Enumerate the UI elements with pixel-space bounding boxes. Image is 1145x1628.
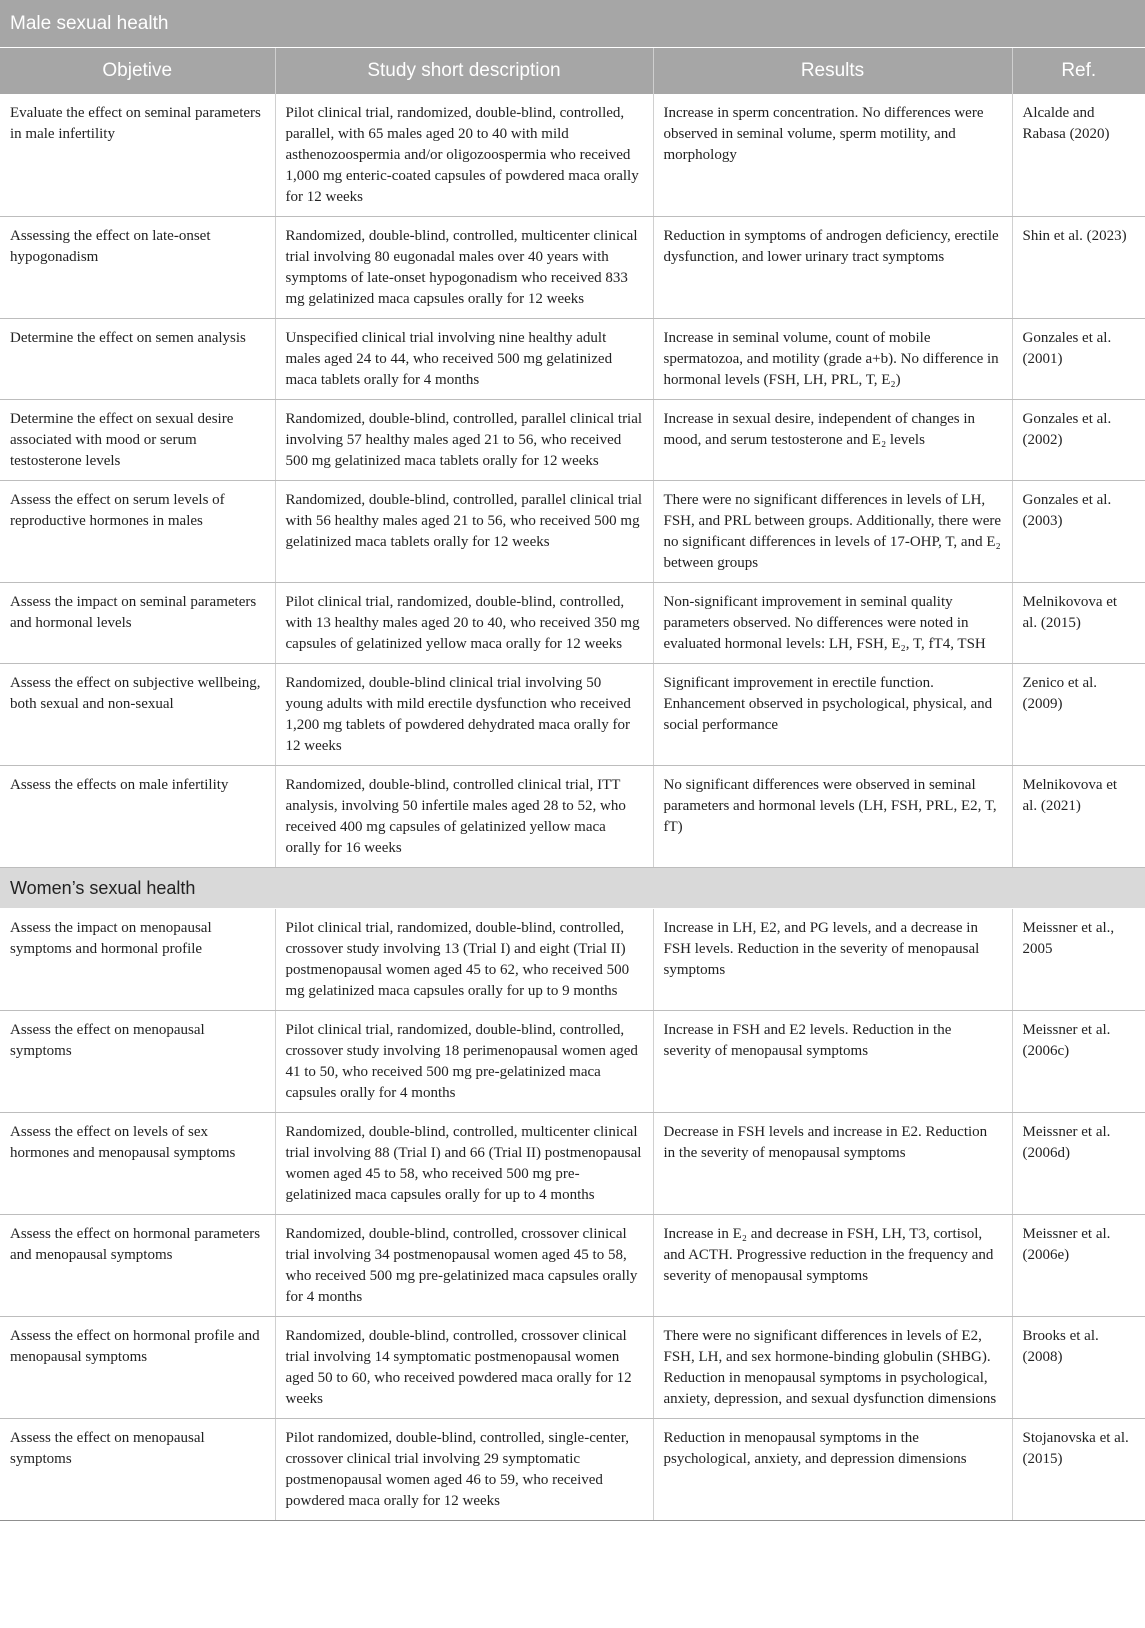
cell-objective: Assess the effect on subjective wellbeing, both sexual and non-sexual <box>0 664 275 766</box>
cell-objective: Assess the effect on levels of sex hormones and menopausal symptoms <box>0 1113 275 1215</box>
section-title-male: Male sexual health <box>0 0 1145 48</box>
cell-objective: Determine the effect on semen analysis <box>0 319 275 400</box>
cell-objective: Assess the effect on hormonal parameters and menopausal symptoms <box>0 1215 275 1317</box>
cell-results: Increase in LH, E2, and PG levels, and a decrease in FSH levels. Reduction in the severity of menopausal symptoms <box>653 909 1012 1011</box>
table-row <box>0 481 1145 583</box>
table-row <box>0 909 1145 1011</box>
column-header-row <box>0 48 1145 95</box>
cell-results: Non-significant improvement in seminal quality parameters observed. No differences were noted in evaluated hormonal levels: LH, FSH, E₂, T, fT4, TSH <box>653 583 1012 664</box>
cell-ref: Meissner et al. (2006c) <box>1012 1011 1145 1113</box>
cell-description: Pilot clinical trial, randomized, double-blind, controlled, crossover study involving 18 perimenopausal women aged 41 to 50, who received 500 mg pre-gelatinized maca capsules orally for 4 months <box>275 1011 653 1113</box>
table-row <box>0 1419 1145 1521</box>
cell-description: Pilot clinical trial, randomized, double-blind, controlled, crossover study involving 13 (Trial I) and eight (Trial II) postmenopausal women aged 45 to 62, who received 500 mg gelatinized maca capsules orally for up to 9 months <box>275 909 653 1011</box>
table-row <box>0 1215 1145 1317</box>
cell-objective: Assess the effect on hormonal profile and menopausal symptoms <box>0 1317 275 1419</box>
cell-description: Unspecified clinical trial involving nine healthy adult males aged 24 to 44, who received 500 mg gelatinized maca tablets orally for 4 months <box>275 319 653 400</box>
column-header-description: Study short description <box>275 48 653 95</box>
cell-ref: Shin et al. (2023) <box>1012 217 1145 319</box>
cell-description: Randomized, double-blind, controlled, multicenter clinical trial involving 80 eugonadal males over 40 years with symptoms of late-onset hypogonadism who received 833 mg gelatinized maca capsules orally for 12 weeks <box>275 217 653 319</box>
cell-ref: Zenico et al. (2009) <box>1012 664 1145 766</box>
table-row <box>0 1011 1145 1113</box>
table-row <box>0 1317 1145 1419</box>
cell-objective: Assess the impact on menopausal symptoms and hormonal profile <box>0 909 275 1011</box>
cell-results: Increase in FSH and E2 levels. Reduction in the severity of menopausal symptoms <box>653 1011 1012 1113</box>
cell-description: Randomized, double-blind, controlled, multicenter clinical trial involving 88 (Trial I) and 66 (Trial II) postmenopausal women aged 45 to 58, who received 500 mg pre-gelatinized maca capsules orally for up to 4 months <box>275 1113 653 1215</box>
cell-ref: Brooks et al. (2008) <box>1012 1317 1145 1419</box>
cell-objective: Assessing the effect on late-onset hypogonadism <box>0 217 275 319</box>
cell-objective: Determine the effect on sexual desire associated with mood or serum testosterone levels <box>0 400 275 481</box>
cell-ref: Stojanovska et al. (2015) <box>1012 1419 1145 1521</box>
cell-description: Randomized, double-blind clinical trial involving 50 young adults with mild erectile dysfunction who received 1,200 mg tablets of powdered dehydrated maca orally for 12 weeks <box>275 664 653 766</box>
cell-results: Decrease in FSH levels and increase in E2. Reduction in the severity of menopausal symptoms <box>653 1113 1012 1215</box>
cell-objective: Assess the impact on seminal parameters and hormonal levels <box>0 583 275 664</box>
table-row <box>0 94 1145 217</box>
section-header-male <box>0 0 1145 48</box>
male-rows <box>0 94 1145 868</box>
cell-ref: Melnikovova et al. (2015) <box>1012 583 1145 664</box>
cell-results: Reduction in menopausal symptoms in the psychological, anxiety, and depression dimensions <box>653 1419 1012 1521</box>
cell-description: Randomized, double-blind, controlled, parallel clinical trial with 56 healthy males aged 21 to 56, who received 500 mg gelatinized maca tablets orally for 12 weeks <box>275 481 653 583</box>
cell-ref: Meissner et al. (2006d) <box>1012 1113 1145 1215</box>
cell-objective: Assess the effect on menopausal symptoms <box>0 1011 275 1113</box>
cell-description: Randomized, double-blind, controlled clinical trial, ITT analysis, involving 50 infertile males aged 28 to 52, who received 400 mg capsules of gelatinized yellow maca orally for 16 weeks <box>275 766 653 868</box>
cell-objective: Assess the effect on serum levels of reproductive hormones in males <box>0 481 275 583</box>
column-header-results: Results <box>653 48 1012 95</box>
table-row <box>0 217 1145 319</box>
cell-ref: Meissner et al., 2005 <box>1012 909 1145 1011</box>
section-title-female: Women’s sexual health <box>0 868 1145 909</box>
column-header-ref: Ref. <box>1012 48 1145 95</box>
cell-description: Pilot clinical trial, randomized, double-blind, controlled, parallel, with 65 males aged 20 to 40 with mild asthenozoospermia and/or oligozoospermia who received 1,000 mg enteric-coated capsules of powdered maca orally for 12 weeks <box>275 94 653 217</box>
table-row <box>0 1113 1145 1215</box>
cell-results: Significant improvement in erectile function. Enhancement observed in psychological, physical, and social performance <box>653 664 1012 766</box>
cell-objective: Assess the effect on menopausal symptoms <box>0 1419 275 1521</box>
cell-description: Randomized, double-blind, controlled, crossover clinical trial involving 14 symptomatic postmenopausal women aged 50 to 60, who received powdered maca orally for 12 weeks <box>275 1317 653 1419</box>
cell-ref: Gonzales et al. (2003) <box>1012 481 1145 583</box>
cell-results: Reduction in symptoms of androgen deficiency, erectile dysfunction, and lower urinary tract symptoms <box>653 217 1012 319</box>
cell-ref: Gonzales et al. (2002) <box>1012 400 1145 481</box>
cell-description: Pilot clinical trial, randomized, double-blind, controlled, with 13 healthy males aged 20 to 40, who received 350 mg capsules of gelatinized yellow maca orally for 12 weeks <box>275 583 653 664</box>
cell-ref: Alcalde and Rabasa (2020) <box>1012 94 1145 217</box>
table-row <box>0 583 1145 664</box>
cell-objective: Evaluate the effect on seminal parameters in male infertility <box>0 94 275 217</box>
table-row <box>0 400 1145 481</box>
female-section <box>0 868 1145 909</box>
cell-results: Increase in E₂ and decrease in FSH, LH, T3, cortisol, and ACTH. Progressive reduction in the frequency and severity of menopausal symptoms <box>653 1215 1012 1317</box>
cell-description: Pilot randomized, double-blind, controlled, single-center, crossover clinical trial involving 29 symptomatic postmenopausal women aged 46 to 59, who received powdered maca orally for 12 weeks <box>275 1419 653 1521</box>
cell-results: There were no significant differences in levels of LH, FSH, and PRL between groups. Additionally, there were no significant differences in levels of 17-OHP, T, and E₂ between groups <box>653 481 1012 583</box>
cell-results: Increase in sperm concentration. No differences were observed in seminal volume, sperm motility, and morphology <box>653 94 1012 217</box>
table-row <box>0 664 1145 766</box>
female-rows <box>0 909 1145 1521</box>
section-header-female <box>0 868 1145 909</box>
cell-description: Randomized, double-blind, controlled, parallel clinical trial involving 57 healthy males aged 21 to 56, who received 500 mg gelatinized maca tablets orally for 12 weeks <box>275 400 653 481</box>
cell-ref: Gonzales et al. (2001) <box>1012 319 1145 400</box>
table-row <box>0 766 1145 868</box>
cell-objective: Assess the effects on male infertility <box>0 766 275 868</box>
cell-results: Increase in sexual desire, independent of changes in mood, and serum testosterone and E₂ levels <box>653 400 1012 481</box>
cell-results: No significant differences were observed in seminal parameters and hormonal levels (LH, FSH, PRL, E2, T, fT) <box>653 766 1012 868</box>
column-header-objective: Objetive <box>0 48 275 95</box>
cell-ref: Meissner et al. (2006e) <box>1012 1215 1145 1317</box>
cell-description: Randomized, double-blind, controlled, crossover clinical trial involving 34 postmenopausal women aged 45 to 58, who received 500 mg pre-gelatinized maca capsules orally for 4 months <box>275 1215 653 1317</box>
cell-results: There were no significant differences in levels of E2, FSH, LH, and sex hormone-binding globulin (SHBG). Reduction in menopausal symptoms in psychological, anxiety, depression, and sexual dysfunction dimensions <box>653 1317 1012 1419</box>
cell-results: Increase in seminal volume, count of mobile spermatozoa, and motility (grade a+b). No difference in hormonal levels (FSH, LH, PRL, T, E₂) <box>653 319 1012 400</box>
table-row <box>0 319 1145 400</box>
cell-ref: Melnikovova et al. (2021) <box>1012 766 1145 868</box>
